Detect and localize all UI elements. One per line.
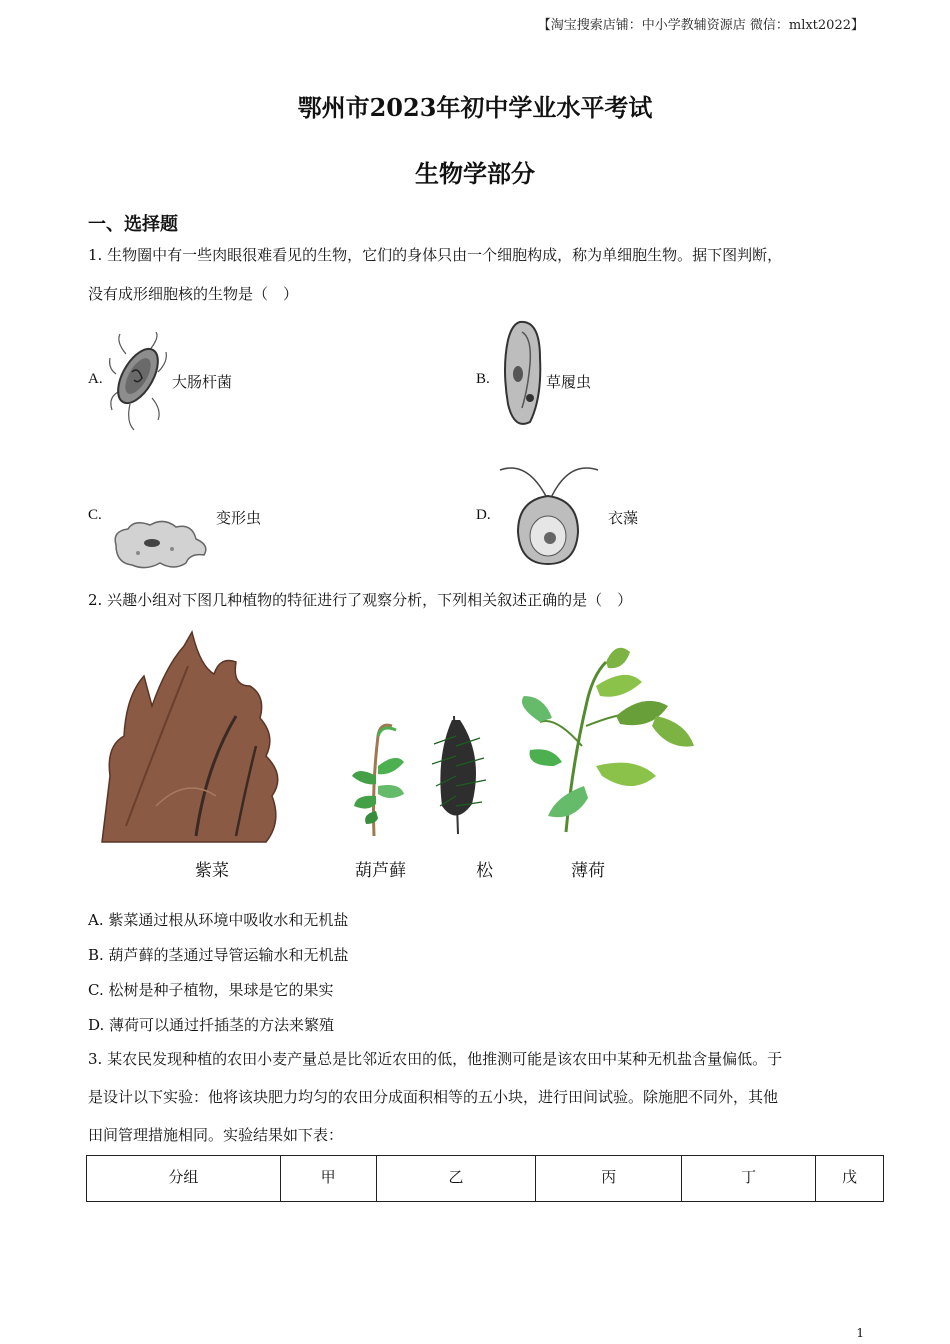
amoeba-illustration — [110, 515, 214, 573]
plant-label-pine: 松 — [476, 861, 493, 881]
table-header-wu: 戊 — [816, 1156, 884, 1202]
plant-label-moss: 葫芦藓 — [355, 861, 406, 881]
plant-label-mint: 薄荷 — [571, 861, 605, 881]
plant-label-laver: 紫菜 — [195, 861, 229, 881]
plant-figure — [96, 626, 706, 846]
table-header-group: 分组 — [87, 1156, 281, 1202]
q1-option-b-label: 草履虫 — [546, 373, 592, 391]
q2-option-d: D. 薄荷可以通过扦插茎的方法来繁殖 — [88, 1016, 335, 1034]
q1-option-d-letter: D. — [476, 507, 491, 523]
page-subtitle: 生物学部分 — [415, 159, 535, 188]
section-title: 一、选择题 — [88, 214, 178, 235]
q3-text-line2: 是设计以下实验：他将该块肥力均匀的农田分成面积相等的五小块，进行田间试验。除施肥不同外，其他 — [88, 1088, 779, 1106]
q2-option-b: B. 葫芦藓的茎通过导管运输水和无机盐 — [88, 946, 349, 964]
laver-illustration — [102, 632, 278, 842]
q1-option-a-letter: A. — [88, 371, 103, 387]
q1-option-c-letter: C. — [88, 507, 102, 523]
table-header-yi: 乙 — [376, 1156, 536, 1202]
table-row — [87, 1156, 884, 1202]
q1-option-c-label: 变形虫 — [216, 509, 262, 527]
page-number: 1 — [856, 1326, 864, 1340]
q1-option-d-label: 衣藻 — [608, 509, 639, 527]
q2-option-a: A. 紫菜通过根从环境中吸收水和无机盐 — [88, 911, 349, 929]
bacterium-illustration — [108, 332, 170, 432]
table-header-ding: 丁 — [682, 1156, 816, 1202]
q2-text: 2. 兴趣小组对下图几种植物的特征进行了观察分析，下列相关叙述正确的是（ ） — [88, 591, 633, 609]
q3-results-table — [86, 1155, 884, 1202]
chlamydomonas-illustration — [498, 460, 600, 568]
paramecium-illustration — [500, 318, 546, 430]
q2-option-c: C. 松树是种子植物，果球是它的果实 — [88, 981, 334, 999]
q1-text — [88, 236, 878, 314]
q1-option-b-letter: B. — [476, 371, 490, 387]
header-note: 【淘宝搜索店铺：中小学教辅资源店 微信：mlxt2022】 — [537, 18, 864, 33]
pine-illustration — [432, 716, 486, 834]
q3-text-line3: 田间管理措施相同。实验结果如下表： — [88, 1126, 344, 1144]
q1-option-a-label: 大肠杆菌 — [172, 373, 233, 391]
table-header-bing: 丙 — [536, 1156, 682, 1202]
mint-illustration — [522, 648, 694, 832]
q3-text — [88, 1040, 878, 1154]
q1-text-line1: 1. 生物圈中有一些肉眼很难看见的生物，它们的身体只由一个细胞构成，称为单细胞生物。据下图判断， — [88, 246, 783, 264]
q1-text-line2: 没有成形细胞核的生物是（ ） — [88, 285, 299, 303]
q3-text-line1: 3. 某农民发现种植的农田小麦产量总是比邻近农田的低，他推测可能是该农田中某种无机盐含量偏低。于 — [88, 1050, 783, 1068]
moss-illustration — [352, 725, 404, 836]
page-title: 鄂州市2023年初中学业水平考试 — [297, 93, 653, 122]
table-header-jia: 甲 — [280, 1156, 376, 1202]
